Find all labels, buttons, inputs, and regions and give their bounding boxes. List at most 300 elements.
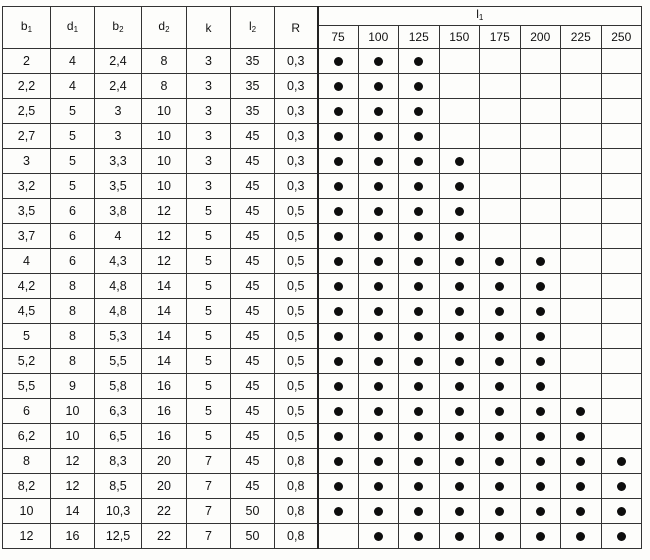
availability-dot-icon	[617, 507, 626, 516]
availability-dot-icon	[455, 432, 464, 441]
availability-cell	[561, 174, 602, 199]
availability-dot-icon	[414, 532, 423, 541]
table-cell: 0,5	[275, 224, 318, 249]
table-row	[3, 224, 642, 249]
availability-dot-icon	[495, 332, 504, 341]
table-cell: 10,3	[95, 499, 142, 524]
column-header-symbol: l	[248, 18, 252, 33]
table-cell: 4,5	[3, 299, 51, 324]
table-cell: 45	[231, 449, 275, 474]
table-cell: 10	[142, 174, 187, 199]
availability-dot-icon	[495, 407, 504, 416]
column-header-symbol: d	[158, 18, 166, 33]
table-row	[3, 299, 642, 324]
availability-cell	[561, 324, 602, 349]
availability-dot-icon	[576, 407, 585, 416]
availability-cell	[561, 349, 602, 374]
l1-group-symbol: l	[476, 7, 479, 21]
availability-dot-icon	[455, 157, 464, 166]
table-cell: 3,3	[95, 149, 142, 174]
availability-cell	[520, 149, 561, 174]
table-cell: 7	[187, 524, 231, 549]
availability-dot-icon	[455, 232, 464, 241]
table-cell: 10	[142, 149, 187, 174]
table-cell: 4,2	[3, 274, 51, 299]
table-cell: 45	[231, 274, 275, 299]
table-cell: 10	[51, 424, 95, 449]
table-cell: 5	[187, 349, 231, 374]
availability-dot-icon	[374, 107, 383, 116]
availability-dot-icon	[495, 282, 504, 291]
table-cell: 16	[142, 424, 187, 449]
availability-cell	[318, 524, 359, 549]
l1-value-header: 200	[520, 26, 561, 49]
availability-cell	[439, 99, 480, 124]
availability-dot-icon	[536, 532, 545, 541]
availability-cell	[318, 299, 359, 324]
table-cell: 5	[51, 149, 95, 174]
availability-dot-icon	[374, 532, 383, 541]
availability-cell	[480, 274, 521, 299]
table-cell: 0,3	[275, 149, 318, 174]
table-cell: 0,8	[275, 449, 318, 474]
table-cell: 45	[231, 399, 275, 424]
availability-dot-icon	[414, 232, 423, 241]
availability-cell	[480, 99, 521, 124]
availability-dot-icon	[495, 432, 504, 441]
availability-dot-icon	[414, 407, 423, 416]
availability-dot-icon	[414, 382, 423, 391]
table-cell: 14	[142, 349, 187, 374]
availability-cell	[601, 524, 642, 549]
availability-dot-icon	[536, 382, 545, 391]
availability-cell	[358, 74, 399, 99]
availability-cell	[520, 449, 561, 474]
availability-cell	[399, 474, 440, 499]
table-cell: 50	[231, 524, 275, 549]
availability-cell	[358, 424, 399, 449]
availability-cell	[601, 449, 642, 474]
table-row	[3, 74, 642, 99]
availability-cell	[318, 149, 359, 174]
table-cell: 8,3	[95, 449, 142, 474]
table-row	[3, 49, 642, 74]
availability-cell	[439, 74, 480, 99]
table-cell: 35	[231, 74, 275, 99]
availability-dot-icon	[374, 457, 383, 466]
table-cell: 0,5	[275, 299, 318, 324]
availability-dot-icon	[576, 457, 585, 466]
availability-dot-icon	[374, 307, 383, 316]
table-cell: 5	[3, 324, 51, 349]
availability-cell	[601, 124, 642, 149]
availability-dot-icon	[374, 132, 383, 141]
table-cell: 2	[3, 49, 51, 74]
table-cell: 8	[51, 274, 95, 299]
table-cell: 5,2	[3, 349, 51, 374]
table-cell: 6,5	[95, 424, 142, 449]
availability-dot-icon	[536, 282, 545, 291]
table-cell: 10	[142, 99, 187, 124]
availability-cell	[601, 199, 642, 224]
availability-cell	[520, 99, 561, 124]
table-cell: 6	[51, 224, 95, 249]
table-cell: 2,2	[3, 74, 51, 99]
availability-dot-icon	[414, 132, 423, 141]
table-cell: 8	[142, 74, 187, 99]
table-cell: 9	[51, 374, 95, 399]
table-cell: 0,5	[275, 399, 318, 424]
availability-cell	[318, 224, 359, 249]
availability-cell	[358, 524, 399, 549]
availability-cell	[561, 249, 602, 274]
availability-cell	[480, 424, 521, 449]
table-cell: 45	[231, 349, 275, 374]
availability-cell	[601, 324, 642, 349]
table-cell: 0,3	[275, 99, 318, 124]
availability-dot-icon	[455, 532, 464, 541]
table-cell: 45	[231, 299, 275, 324]
availability-dot-icon	[414, 507, 423, 516]
column-header	[142, 7, 187, 49]
table-cell: 8	[142, 49, 187, 74]
column-header-subscript: 1	[27, 24, 33, 34]
availability-dot-icon	[414, 282, 423, 291]
availability-dot-icon	[536, 432, 545, 441]
table-cell: 45	[231, 199, 275, 224]
availability-cell	[318, 424, 359, 449]
availability-dot-icon	[536, 407, 545, 416]
availability-dot-icon	[455, 507, 464, 516]
availability-dot-icon	[414, 257, 423, 266]
availability-cell	[601, 249, 642, 274]
availability-dot-icon	[536, 507, 545, 516]
availability-dot-icon	[374, 407, 383, 416]
table-cell: 10	[3, 499, 51, 524]
availability-cell	[601, 224, 642, 249]
availability-cell	[520, 424, 561, 449]
availability-cell	[399, 149, 440, 174]
availability-dot-icon	[334, 432, 343, 441]
availability-cell	[561, 274, 602, 299]
table-cell: 10	[51, 399, 95, 424]
table-cell: 0,5	[275, 199, 318, 224]
availability-dot-icon	[374, 257, 383, 266]
availability-cell	[601, 474, 642, 499]
table-cell: 7	[187, 474, 231, 499]
l1-value-header: 75	[318, 26, 359, 49]
availability-dot-icon	[374, 432, 383, 441]
table-cell: 0,3	[275, 74, 318, 99]
availability-dot-icon	[495, 357, 504, 366]
table-row	[3, 524, 642, 549]
availability-dot-icon	[455, 332, 464, 341]
table-cell: 3	[95, 124, 142, 149]
availability-dot-icon	[414, 157, 423, 166]
table-cell: 3	[95, 99, 142, 124]
availability-cell	[318, 124, 359, 149]
availability-cell	[439, 449, 480, 474]
table-cell: 12	[142, 249, 187, 274]
table-cell: 6,2	[3, 424, 51, 449]
table-cell: 45	[231, 374, 275, 399]
table-cell: 3	[187, 74, 231, 99]
column-header-symbol: b	[20, 18, 28, 33]
table-cell: 3	[187, 174, 231, 199]
availability-cell	[561, 224, 602, 249]
availability-cell	[561, 74, 602, 99]
availability-cell	[561, 99, 602, 124]
table-row	[3, 149, 642, 174]
availability-cell	[399, 49, 440, 74]
availability-dot-icon	[334, 357, 343, 366]
availability-cell	[520, 224, 561, 249]
availability-dot-icon	[495, 382, 504, 391]
table-cell: 5	[187, 324, 231, 349]
availability-cell	[601, 149, 642, 174]
availability-cell	[561, 299, 602, 324]
availability-cell	[399, 174, 440, 199]
table-cell: 5	[187, 274, 231, 299]
availability-cell	[318, 274, 359, 299]
availability-cell	[561, 449, 602, 474]
availability-cell	[601, 299, 642, 324]
availability-dot-icon	[414, 357, 423, 366]
availability-cell	[480, 449, 521, 474]
availability-dot-icon	[455, 257, 464, 266]
availability-cell	[601, 424, 642, 449]
availability-cell	[399, 199, 440, 224]
table-cell: 4,8	[95, 274, 142, 299]
availability-cell	[561, 424, 602, 449]
availability-dot-icon	[374, 207, 383, 216]
availability-cell	[480, 224, 521, 249]
availability-cell	[520, 324, 561, 349]
table-cell: 12	[142, 199, 187, 224]
column-header-symbol: k	[205, 20, 212, 35]
l1-value-header: 100	[358, 26, 399, 49]
availability-dot-icon	[374, 82, 383, 91]
availability-cell	[318, 199, 359, 224]
availability-cell	[520, 124, 561, 149]
table-cell: 12	[3, 524, 51, 549]
availability-dot-icon	[536, 457, 545, 466]
column-header	[275, 7, 318, 49]
column-header	[95, 7, 142, 49]
table-row	[3, 499, 642, 524]
availability-cell	[358, 474, 399, 499]
table-row	[3, 174, 642, 199]
table-row	[3, 399, 642, 424]
availability-cell	[601, 274, 642, 299]
table-cell: 45	[231, 124, 275, 149]
table-row	[3, 249, 642, 274]
availability-dot-icon	[495, 482, 504, 491]
table-cell: 5	[187, 299, 231, 324]
availability-cell	[520, 249, 561, 274]
availability-cell	[318, 449, 359, 474]
table-cell: 2,5	[3, 99, 51, 124]
availability-cell	[439, 199, 480, 224]
availability-dot-icon	[334, 382, 343, 391]
availability-dot-icon	[414, 307, 423, 316]
availability-dot-icon	[536, 307, 545, 316]
table-cell: 14	[142, 274, 187, 299]
availability-cell	[358, 149, 399, 174]
availability-dot-icon	[617, 457, 626, 466]
availability-dot-icon	[334, 157, 343, 166]
table-cell: 6	[3, 399, 51, 424]
availability-cell	[561, 499, 602, 524]
availability-dot-icon	[334, 407, 343, 416]
availability-cell	[480, 374, 521, 399]
availability-dot-icon	[334, 257, 343, 266]
table-cell: 7	[187, 499, 231, 524]
availability-cell	[399, 449, 440, 474]
availability-dot-icon	[455, 482, 464, 491]
availability-cell	[439, 124, 480, 149]
availability-dot-icon	[334, 482, 343, 491]
availability-cell	[480, 74, 521, 99]
column-header	[187, 7, 231, 49]
availability-dot-icon	[374, 182, 383, 191]
availability-dot-icon	[495, 507, 504, 516]
table-cell: 5	[187, 199, 231, 224]
table-cell: 3,5	[95, 174, 142, 199]
availability-dot-icon	[334, 57, 343, 66]
table-cell: 6,3	[95, 399, 142, 424]
table-cell: 12	[51, 474, 95, 499]
availability-cell	[601, 349, 642, 374]
availability-dot-icon	[414, 182, 423, 191]
availability-cell	[439, 349, 480, 374]
table-cell: 35	[231, 99, 275, 124]
availability-dot-icon	[414, 432, 423, 441]
l1-group-header	[318, 7, 642, 26]
availability-cell	[318, 74, 359, 99]
availability-dot-icon	[455, 357, 464, 366]
availability-cell	[520, 374, 561, 399]
availability-cell	[358, 124, 399, 149]
table-cell: 3	[187, 49, 231, 74]
table-cell: 3,7	[3, 224, 51, 249]
availability-cell	[561, 474, 602, 499]
availability-dot-icon	[455, 282, 464, 291]
availability-cell	[601, 499, 642, 524]
availability-dot-icon	[495, 457, 504, 466]
availability-cell	[439, 149, 480, 174]
table-row	[3, 449, 642, 474]
table-cell: 8	[51, 349, 95, 374]
column-header-subscript: 2	[165, 24, 170, 34]
availability-cell	[439, 249, 480, 274]
table-cell: 5,8	[95, 374, 142, 399]
availability-cell	[480, 199, 521, 224]
availability-dot-icon	[334, 132, 343, 141]
l1-value-header: 250	[601, 26, 642, 49]
availability-dot-icon	[536, 357, 545, 366]
availability-dot-icon	[414, 82, 423, 91]
column-header-subscript: 2	[251, 24, 257, 34]
table-cell: 0,3	[275, 174, 318, 199]
availability-dot-icon	[334, 82, 343, 91]
availability-cell	[439, 374, 480, 399]
availability-cell	[318, 499, 359, 524]
table-cell: 2,4	[95, 74, 142, 99]
table-cell: 8,2	[3, 474, 51, 499]
availability-cell	[358, 274, 399, 299]
availability-cell	[601, 399, 642, 424]
column-header-subscript: 2	[119, 24, 124, 34]
availability-cell	[439, 274, 480, 299]
table-row	[3, 374, 642, 399]
availability-cell	[318, 174, 359, 199]
availability-cell	[358, 199, 399, 224]
availability-cell	[561, 199, 602, 224]
table-cell: 6	[51, 249, 95, 274]
column-header	[51, 7, 95, 49]
availability-cell	[480, 474, 521, 499]
availability-cell	[480, 499, 521, 524]
l1-value-header: 150	[439, 26, 480, 49]
availability-cell	[318, 349, 359, 374]
table-cell: 45	[231, 249, 275, 274]
availability-cell	[318, 374, 359, 399]
availability-dot-icon	[334, 332, 343, 341]
availability-dot-icon	[576, 482, 585, 491]
table-row	[3, 424, 642, 449]
table-cell: 0,8	[275, 499, 318, 524]
availability-cell	[399, 299, 440, 324]
availability-dot-icon	[495, 307, 504, 316]
availability-cell	[358, 174, 399, 199]
availability-cell	[439, 224, 480, 249]
table-cell: 2,4	[95, 49, 142, 74]
column-header	[231, 7, 275, 49]
availability-dot-icon	[374, 482, 383, 491]
availability-cell	[358, 499, 399, 524]
availability-dot-icon	[455, 457, 464, 466]
availability-dot-icon	[495, 532, 504, 541]
table-cell: 22	[142, 499, 187, 524]
table-cell: 4	[95, 224, 142, 249]
availability-cell	[601, 374, 642, 399]
table-cell: 0,5	[275, 249, 318, 274]
availability-dot-icon	[334, 107, 343, 116]
table-cell: 0,5	[275, 274, 318, 299]
availability-cell	[399, 124, 440, 149]
table-cell: 5	[187, 249, 231, 274]
availability-cell	[399, 274, 440, 299]
table-cell: 4	[51, 74, 95, 99]
table-cell: 45	[231, 424, 275, 449]
table-cell: 12	[51, 449, 95, 474]
table-row	[3, 199, 642, 224]
availability-cell	[520, 274, 561, 299]
availability-dot-icon	[455, 407, 464, 416]
availability-dot-icon	[455, 382, 464, 391]
availability-cell	[399, 249, 440, 274]
table-cell: 5	[51, 124, 95, 149]
availability-dot-icon	[374, 357, 383, 366]
availability-cell	[561, 124, 602, 149]
l1-group-subscript: 1	[478, 13, 484, 22]
availability-dot-icon	[495, 257, 504, 266]
table-cell: 5	[187, 399, 231, 424]
table-cell: 3	[3, 149, 51, 174]
column-header-symbol: R	[291, 20, 301, 35]
table-cell: 35	[231, 49, 275, 74]
